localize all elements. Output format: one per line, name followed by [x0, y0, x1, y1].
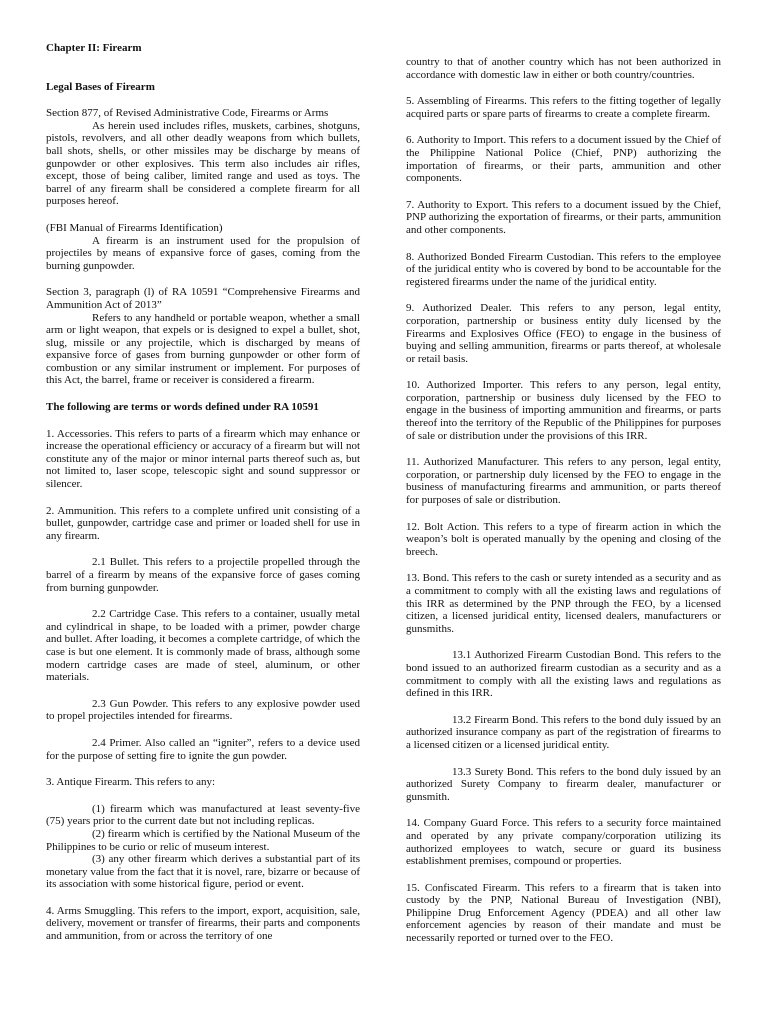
section877-title: Section 877, of Revised Administrative Code, Firearms or Arms [46, 107, 329, 120]
term-gun-powder: 2.3 Gun Powder. This refers to any explosive powder used to propel projectiles intended for firearms. [46, 697, 360, 723]
term-authorized-importer: 10. Authorized Importer. This refers to any person, legal entity, corporation, partnership or business duly licensed by the FEO to engage in the business of importing ammunition and firearms, or parts thereof into the territory of the Republic of the Philippines for purposes of sale or distribution under the provisions of this IRR. [406, 379, 721, 442]
term-bond: 13. Bond. This refers to the cash or surety intended as a security and as a commitment to comply with all the existing laws and regulations of this IRR as determined by the PNP through the FEO, by a licensed citizen, a licensed juridical entity, licensed dealers, manufacturers or gunsmiths. [406, 572, 721, 635]
antique-sub-3: (3) any other firearm which derives a substantial part of its monetary value from the fact that it is novel, rare, bizarre or because of its association with some historical figure, period or event. [46, 853, 360, 891]
term-confiscated-firearm: 15. Confiscated Firearm. This refers to a firearm that is taken into custody by the PNP, National Bureau of Investigation (NBI), Philippine Drug Enforcement Agency (PDEA) and all other law enforcement agencies by reason of their mandate and must be necessarily reported or turned over to the FEO. [406, 881, 721, 945]
term-surety-bond: 13.3 Surety Bond. This refers to the bond duly issued by an authorized Surety Company to firearm dealer, manufacturer or gunsmith. [406, 765, 721, 803]
term-arms-smuggling: 4. Arms Smuggling. This refers to the import, export, acquisition, sale, delivery, movement or transfer of firearms, their parts and components and ammunition, from or across the territory of one [46, 904, 360, 943]
term-firearm-bond: 13.2 Firearm Bond. This refers to the bond duly issued by an authorized insurance company as part of the registration of firearms to a licensed citizen or a licensed juridical entity. [406, 713, 721, 751]
chapter-title: Chapter II: Firearm [46, 42, 142, 54]
term-authority-export: 7. Authority to Export. This refers to a document issued by the Chief, PNP authorizing the exportation of firearms, or their parts, ammunition and other components. [406, 198, 721, 236]
term-bolt-action: 12. Bolt Action. This refers to a type of firearm action in which the weapon’s bolt is operated manually by the opening and closing of the breech. [406, 520, 721, 558]
term-bullet: 2.1 Bullet. This refers to a projectile propelled through the barrel of a firearm by means of the expansive force of gases coming from burning gunpowder. [46, 556, 360, 594]
fbi-title: (FBI Manual of Firearms Identification) [46, 221, 223, 234]
term-bonded-custodian: 8. Authorized Bonded Firearm Custodian. This refers to the employee of the juridical entity who is covered by bond to be accountable for the registered firearms under the name of the juridical entity. [406, 250, 721, 288]
term-ammunition: 2. Ammunition. This refers to a complete unfired unit consisting of a bullet, gunpowder, cartridge case and primer or loaded shell for use in any firearm. [46, 504, 360, 542]
term-authority-import: 6. Authority to Import. This refers to a document issued by the Chief of the Philippine National Police (Chief, PNP) authorizing the importation of firearms, or their parts, ammunition and other components. [406, 134, 721, 185]
term-authorized-dealer: 9. Authorized Dealer. This refers to any person, legal entity, corporation, partnership or business entity duly licensed by the Firearms and Explosives Office (FEO) to engage in the business of buying and selling ammunition, firearms or parts thereof, at wholesale or retail basis. [406, 302, 721, 365]
term-primer: 2.4 Primer. Also called an “igniter”, refers to a device used for the purpose of setting fire to ignite the gun powder. [46, 736, 360, 762]
left-column [46, 0, 360, 943]
antique-sub-2: (2) firearm which is certified by the National Museum of the Philippines to be curio or relic of museum interest. [46, 827, 360, 853]
term-accessories: 1. Accessories. This refers to parts of a firearm which may enhance or increase the operational efficiency or accuracy of a firearm but will not constitute any of the major or minor internal parts thereof such as, but not limited to, laser scope, telescopic sight and sound suppressor or silencer. [46, 427, 360, 491]
section3-text: Refers to any handheld or portable weapon, whether a small arm or light weapon, that expels or is designed to expel a bullet, shot, slug, missile or any projectile, which is discharged by means of expansive force of gases from burning gunpowder or other form of combustion or any similar instrument or implement. For purposes of this Act, the barrel, frame or receiver is considered a firearm. [46, 311, 360, 387]
arms-smuggling-continued: country to that of another country which has not been authorized in accordance with domestic law in either or both country/countries. [406, 56, 721, 81]
term-assembling-firearms: 5. Assembling of Firearms. This refers to the fitting together of legally acquired parts or spare parts of firearms to create a complete firearm. [406, 95, 721, 120]
section3-title: Section 3, paragraph (l) of RA 10591 “Comprehensive Firearms and Ammunition Act of 2013” [46, 286, 360, 311]
term-antique-firearm: 3. Antique Firearm. This refers to any: [46, 776, 216, 789]
legal-bases-heading: Legal Bases of Firearm [46, 80, 155, 93]
terms-heading: The following are terms or words defined under RA 10591 [46, 401, 319, 414]
section877-text: As herein used includes rifles, muskets, carbines, shotguns, pistols, revolvers, and all other deadly weapons from which bullets, ball shots, shells, or other missiles may be discharge by means of gunpowder or other explosives. This term also includes air rifles, except, those of being caliber, limited range and used as toys. The barrel of any firearm shall be considered a complete firearm for all purposes hereof. [46, 119, 360, 208]
fbi-text: A firearm is an instrument used for the propulsion of projectiles by means of expansive force of gases, coming from the burning gunpowder. [46, 234, 360, 272]
term-cartridge-case: 2.2 Cartridge Case. This refers to a container, usually metal and cylindrical in shape, to be loaded with a primer, powder charge and bullet. After loading, it becomes a complete cartridge, of which the case is but one element. It is commonly made of brass, although some modern cartridge cases are made of steel, aluminum, or other materials. [46, 608, 360, 684]
term-custodian-bond: 13.1 Authorized Firearm Custodian Bond. This refers to the bond issued to an authorized firearm custodian as a security and as a commitment to comply with all the existing laws and regulations as defined in this IRR. [406, 649, 721, 700]
term-company-guard-force: 14. Company Guard Force. This refers to a security force maintained and operated by any private company/corporation utilizing its authorized employees to watch, secure or guard its business establishment premises, compound or properties. [406, 817, 721, 868]
right-column [406, 56, 721, 945]
term-authorized-manufacturer: 11. Authorized Manufacturer. This refers to any person, legal entity, corporation, or partnership duly licensed by the FEO to engage in the business of manufacturing firearms and ammunition, or parts thereof for purposes of sale or distribution. [406, 456, 721, 507]
antique-sub-1: (1) firearm which was manufactured at least seventy-five (75) years prior to the current date but not including replicas. [46, 802, 360, 828]
